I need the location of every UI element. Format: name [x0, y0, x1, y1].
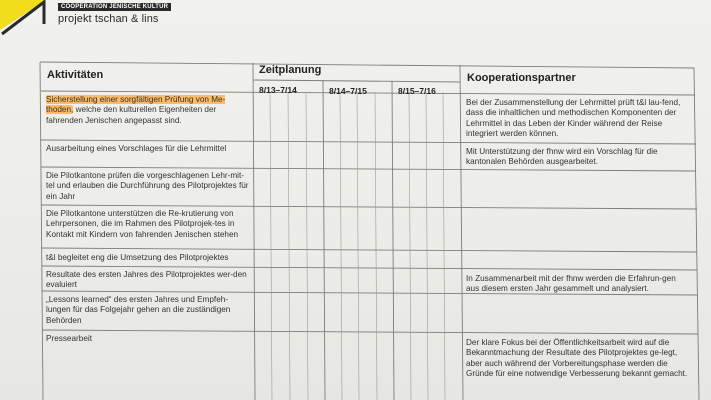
partner-cell: Bei der Zusammenstellung der Lehrmittel prüft t&l lau-fend, dass die inhaltlichen und methodischen Komponenten der Lehrmittel in das Leben der Kinder während der Reise integriert werden können. — [466, 98, 681, 139]
activity-cell: t&l begleitet eng die Umsetzung des Pilotprojektes — [46, 253, 229, 262]
activity-cell — [43, 93, 253, 128]
activity-cell: Die Pilotkantone prüfen die vorgeschlagenen Lehr-mit-tel und erlauben die Durchführung des Pilotprojektes für ein Jahr — [46, 171, 249, 201]
partner-cell — [463, 172, 691, 176]
schedule-header: Zeitplanung — [259, 64, 322, 76]
partner-cell — [463, 253, 691, 257]
coop-label: COOPERATION JENISCHE KULTUR — [58, 3, 171, 11]
period-header: 8/14–7/15 — [329, 86, 367, 96]
activity-text: welche den kulturellen Eigenheiten der fahrenden Jenischen angepasst sind. — [46, 105, 217, 125]
activity-cell: „Lessons learned“ des ersten Jahres und Empfeh-lungen für das Folgejahr gehen an die zuständigen Behörden — [46, 295, 231, 325]
activity-cell: Die Pilotkantone unterstützen die Re-krutierung von Lehrpersonen, die im Rahmen des Pilotprojek-tes in Kontakt mit Kindern von fahrenden Jenischen stehen — [46, 209, 239, 239]
activity-cell: Resultate des ersten Jahres des Pilotprojektes wer-den evaluiert — [46, 270, 247, 290]
period-header: 8/13–7/14 — [259, 85, 297, 95]
partner-cell: Der klare Fokus bei der Öffentlichkeitsarbeit wird auf die Bekanntmachung der Resultate des Pilotprojektes ge-legt, aber auch während der Vorbereitungsphase werden die Gründe für eine notwendige Verbesserung bekannt gemacht. — [466, 338, 688, 379]
partner-cell: Mit Unterstützung der fhnw wird ein Vorschlag für die kantonalen Behörden ausgearbeitet. — [466, 147, 658, 167]
partner-cell — [463, 210, 691, 214]
partner-cell — [463, 296, 691, 300]
partner-cell: In Zusammenarbeit mit der fhnw werden die Erfahrun-gen aus diesem ersten Jahr gesammelt und analysiert. — [466, 274, 676, 294]
period-header: 8/15–7/16 — [398, 86, 436, 96]
project-name: projekt tschan & lins — [58, 13, 159, 25]
activity-cell: Ausarbeitung eines Vorschlages für die Lehrmittel — [46, 144, 227, 153]
activities-header: Aktivitäten — [47, 69, 104, 81]
partners-header: Kooperationspartner — [467, 72, 576, 84]
highlighted-text: Sicherstellung einer sorgfältigen Prüfung von Me-thoden, — [46, 95, 226, 115]
activity-cell: Pressearbeit — [46, 334, 92, 343]
